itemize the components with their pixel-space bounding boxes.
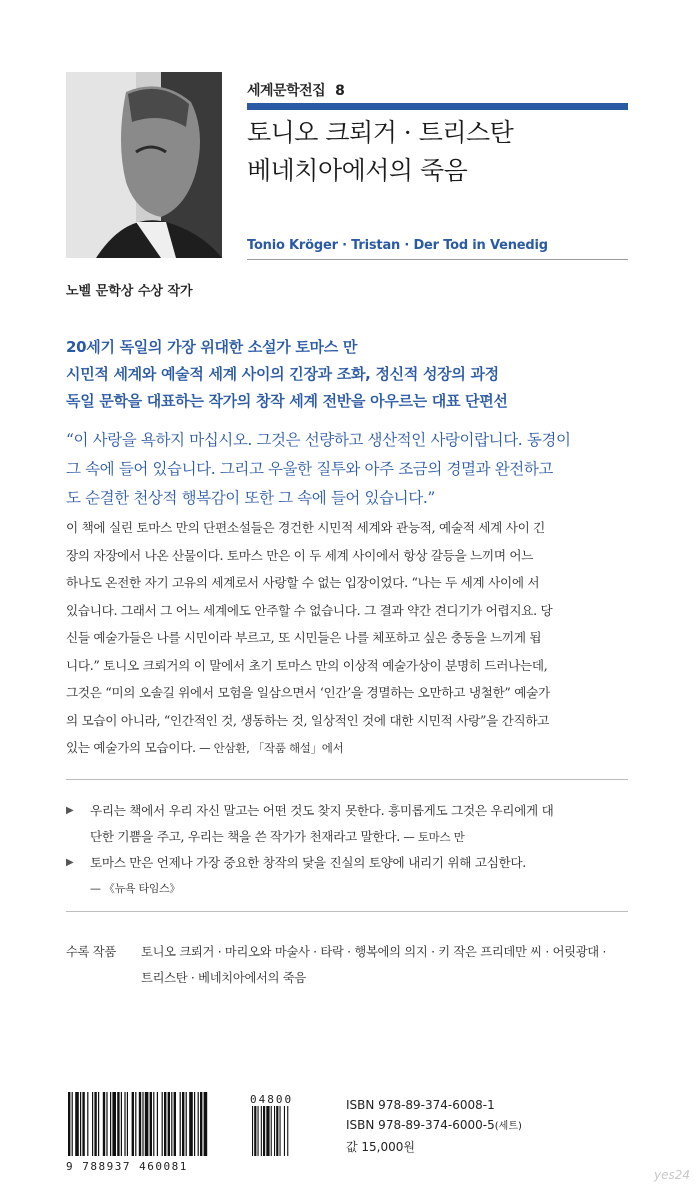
body-line: 신들 예술가들은 나를 시민이라 부르고, 또 시민들은 나를 체포하고 싶은 충동을 느끼게 됩	[66, 630, 542, 645]
review-quote	[66, 850, 553, 876]
barcode-addon-bar	[258, 1106, 259, 1156]
triangle-bullet-icon: ▶	[66, 805, 74, 816]
barcode-bar	[94, 1092, 96, 1156]
blurb-line: 시민적 세계와 예술적 세계 사이의 긴장과 조화, 정신적 성장의 과정	[66, 365, 499, 383]
barcode-bar	[72, 1092, 73, 1156]
body-line: 그것은 “미의 오솔길 위에서 모험을 일삼으면서 ‘인간’을 경멸하는 오만하고 냉철한” 예술가	[66, 685, 550, 700]
barcode-bar	[82, 1092, 84, 1156]
divider	[66, 911, 628, 912]
barcode-bar	[168, 1092, 170, 1156]
triangle-bullet-icon: ▶	[66, 857, 74, 868]
barcode-bar	[117, 1092, 119, 1156]
barcode-addon-bar	[266, 1106, 269, 1156]
price-text: 값 15,000원	[346, 1140, 415, 1154]
barcode-bar	[75, 1092, 79, 1156]
barcode-bar	[92, 1092, 93, 1156]
review-quotes	[66, 798, 553, 902]
barcode-bar	[182, 1092, 184, 1156]
body-line: 하나도 온전한 자기 고유의 세계로서 사랑할 수 없는 입장이었다. “나는 두 세계 사이에 서	[66, 575, 540, 590]
isbn-line	[346, 1095, 522, 1115]
isbn-text: ISBN 978-89-374-6008-1	[346, 1098, 495, 1112]
isbn-text: ISBN 978-89-374-6000-5	[346, 1118, 495, 1132]
barcode-bar	[162, 1092, 163, 1156]
barcode-bar	[121, 1092, 122, 1156]
barcode-addon-bar	[280, 1106, 281, 1156]
review-line: 우리는 책에서 우리 자신 말고는 어떤 것도 찾지 못한다. 흥미롭게도 그것은 우리에게 대	[90, 803, 554, 818]
author-photo	[66, 72, 222, 258]
barcode-bar	[150, 1092, 152, 1156]
blurb-line: 독일 문학을 대표하는 작가의 창작 세계 전반을 아우르는 대표 단편선	[66, 392, 508, 410]
barcode-bar	[98, 1092, 99, 1156]
barcode-addon-bar	[276, 1106, 278, 1156]
quote-line: 그 속에 들어 있습니다. 그리고 우울한 질투와 아주 조금의 경멸과 완전하고	[66, 460, 553, 478]
barcode-bar	[200, 1092, 202, 1156]
featured-quote	[66, 426, 646, 513]
barcode-bar	[189, 1092, 193, 1156]
body-line: 장의 자장에서 나온 산물이다. 토마스 만은 이 두 세계 사이에서 항상 갈등을 느끼며 어느	[66, 547, 534, 563]
series-label	[247, 80, 344, 100]
body-line: 니다.” 토니오 크뢰거의 이 말에서 초기 토마스 만의 이상적 예술가상이 분명히 드러나는데,	[66, 657, 548, 673]
barcode-addon-bar	[263, 1106, 265, 1156]
blurb-line: 20세기 독일의 가장 위대한 소설가 토마스 만	[66, 338, 358, 356]
review-line: 단한 기쁨을 주고, 우리는 책을 쓴 작가가 천재라고 말한다.	[90, 829, 400, 844]
isbn-line	[346, 1115, 522, 1137]
contents-list	[66, 939, 606, 991]
barcode-bar	[127, 1092, 128, 1156]
review-source: — 《뉴욕 타임스》	[90, 882, 181, 895]
barcode-bar	[171, 1092, 172, 1156]
barcode-digits: 9 788937 460081	[66, 1160, 188, 1173]
barcode-bar	[68, 1092, 70, 1156]
barcode-bar	[145, 1092, 149, 1156]
contents-label: 수록 작품	[66, 945, 116, 959]
barcode-bar	[87, 1092, 88, 1156]
body-line: 의 모습이 아니라, “인간적인 것, 생동하는 것, 일상적인 것에 대한 시민적 사랑”을 간직하고	[66, 712, 550, 728]
series-number: 8	[335, 83, 345, 99]
barcode-addon-bar	[254, 1106, 256, 1156]
body-citation: — 안삼환, 「작품 해설」에서	[195, 741, 344, 755]
barcode-bar	[186, 1092, 187, 1156]
series-name: 세계문학전집	[247, 83, 326, 99]
isbn-block	[346, 1095, 522, 1157]
original-title: Tonio Kröger · Tristan · Der Tod in Venedig	[247, 238, 548, 253]
barcode-bar	[80, 1092, 81, 1156]
description	[66, 514, 646, 763]
barcode-bar	[142, 1092, 143, 1156]
contents-line: 트리스탄 · 베네치아에서의 죽음	[141, 971, 306, 985]
barcode-addon-bar	[284, 1106, 285, 1156]
isbn-note: (세트)	[494, 1121, 522, 1132]
barcode-bar	[153, 1092, 154, 1156]
body-line-last	[66, 734, 646, 763]
accent-bar	[247, 103, 628, 110]
award-caption: 노벨 문학상 수상 작가	[66, 284, 193, 299]
barcode-bar	[180, 1092, 181, 1156]
body-line: 있습니다. 그래서 그 어느 세계에도 안주할 수 없습니다. 그 결과 약간 견디기가 어렵지요. 당	[66, 602, 553, 618]
review-source: — 토마스 만	[399, 830, 465, 844]
barcode-addon-digits: 04800	[250, 1093, 294, 1106]
divider	[247, 259, 628, 260]
barcode-bar	[103, 1092, 105, 1156]
barcode-addon-bar	[261, 1106, 262, 1156]
blurb	[66, 334, 508, 415]
book-title	[247, 114, 513, 190]
body-line: 있는 예술가의 모습이다.	[66, 740, 196, 755]
barcode-bar	[124, 1092, 125, 1156]
barcode-bar	[164, 1092, 166, 1156]
watermark: yes24	[654, 1168, 691, 1182]
barcode-addon-bar	[274, 1106, 275, 1156]
quote-line: 도 순결한 천상적 행복감이 또한 그 속에 들어 있습니다.”	[66, 489, 435, 507]
barcode-addon-bar	[271, 1106, 272, 1156]
body-line: 이 책에 실린 토마스 만의 단편소설들은 경건한 시민적 세계와 관능적, 예술적 세계 사이 긴	[66, 520, 546, 535]
barcode-bar	[194, 1092, 195, 1156]
barcode-bar	[174, 1092, 176, 1156]
title-line-2: 베네치아에서의 죽음	[247, 156, 468, 185]
contents-line: 토니오 크뢰거 · 마리오와 마술사 · 타락 · 행복에의 의지 · 키 작은 프리데만 씨 · 어릿광대 ·	[141, 945, 607, 959]
barcode-addon-bar	[252, 1106, 253, 1156]
price-line	[346, 1137, 522, 1157]
barcode-bar	[198, 1092, 199, 1156]
barcode-bar	[132, 1092, 134, 1156]
barcode-bar	[112, 1092, 116, 1156]
barcode-bar	[157, 1092, 158, 1156]
barcode-bar	[139, 1092, 141, 1156]
quote-line: “이 사랑을 욕하지 마십시오. 그것은 선량하고 생산적인 사랑이랍니다. 동경이	[66, 431, 571, 449]
title-line-1: 토니오 크뢰거 · 트리스탄	[247, 118, 514, 147]
barcode-bar	[110, 1092, 111, 1156]
barcode-bar	[135, 1092, 136, 1156]
review-quote	[66, 798, 553, 850]
divider	[66, 779, 628, 780]
barcode-bar	[204, 1092, 208, 1156]
barcode-addon-bar	[287, 1106, 288, 1156]
barcode-bar	[106, 1092, 107, 1156]
review-line: 토마스 만은 언제나 가장 중요한 창작의 닻을 진실의 토양에 내리기 위해 고심한다.	[90, 855, 527, 870]
